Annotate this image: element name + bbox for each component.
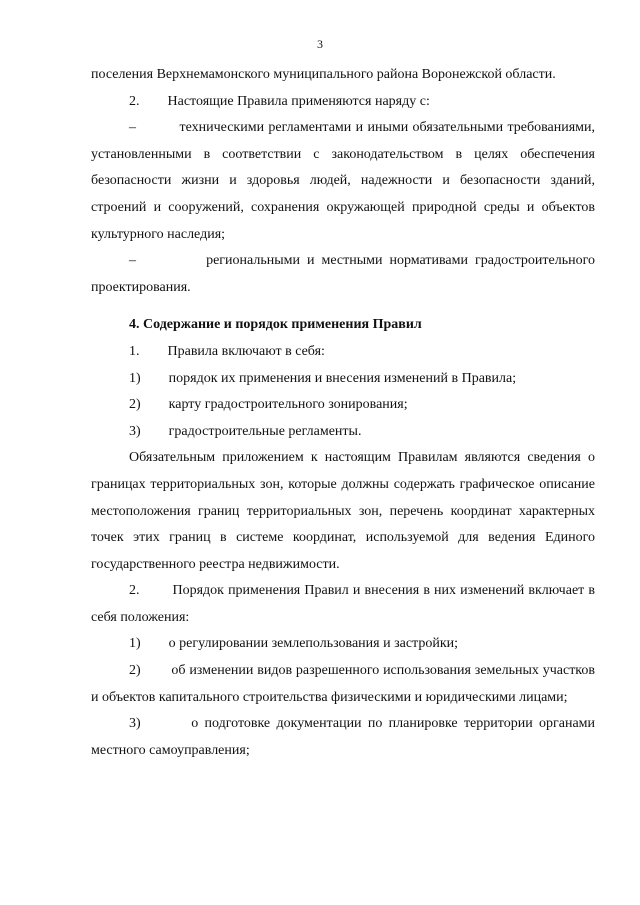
item-text: региональными и местными нормативами градостроительного проектирования. [91,253,596,295]
item-text: Порядок применения Правил и внесения в них изменений включает в себя положения: [91,583,596,625]
item-number: 1) [129,370,141,386]
list-item-regulations [91,419,595,446]
item-number: 2) [129,663,141,679]
item-number: 1. [129,343,140,359]
paragraph-regional-norms [91,248,595,301]
paragraph-applies-with [91,89,595,116]
item-number: 2) [129,397,141,413]
dash-marker: – [129,120,136,136]
item-text: Правила включают в себя: [167,343,325,359]
paragraph-mandatory-annex: Обязательным приложением к настоящим Правилам являются сведения о границах территориальных зон, которые должны содержать графическое описание местоположения границ территориальных зон, перечень координат характерных точек этих границ в системе координат, используемой для ведения Единого государственного реестра недвижимости. [91,450,595,572]
item-text: порядок их применения и внесения изменений в Правила; [168,370,517,386]
list-item-land-use [91,631,595,658]
item-text: об изменении видов разрешенного использования земельных участков и объектов капитального строительства физическими и юридическими лицами; [91,663,596,705]
list-item-zoning-map [91,392,595,419]
document-body [91,62,595,764]
item-text: техническими регламентами и иными обязательными требованиями, установленными в соответствии с законодательством в целях обеспечения безопасности жизни и здоровья людей, надежности и безопасности зданий, строений и сооружений, сохранения окружающей природной среды и объектов культурного наследия; [91,120,595,242]
section-heading: 4. Содержание и порядок применения Правил [129,317,422,333]
list-item-order [91,366,595,393]
item-text: Настоящие Правила применяются наряду с: [167,93,430,109]
item-text: о подготовке документации по планировке территории органами местного самоуправления; [91,716,596,758]
list-item-permitted-use [91,658,595,711]
item-number: 3) [129,423,141,439]
paragraph-rules-include [91,339,595,366]
paragraph-technical-regulations [91,115,595,248]
paragraph-application-order [91,578,595,631]
paragraph-settlement: поселения Верхнемамонского муниципального района Воронежской области. [91,67,556,82]
dash-marker: – [129,253,136,269]
item-number: 1) [129,636,141,652]
list-item-planning-docs [91,711,595,764]
item-text: градостроительные регламенты. [168,423,362,439]
item-text: карту градостроительного зонирования; [168,397,408,413]
item-text: о регулировании землепользования и застройки; [168,636,459,652]
item-number: 2. [129,583,140,599]
item-number: 3) [129,716,141,732]
item-number: 2. [129,93,140,109]
page-number: 3 [317,37,323,51]
